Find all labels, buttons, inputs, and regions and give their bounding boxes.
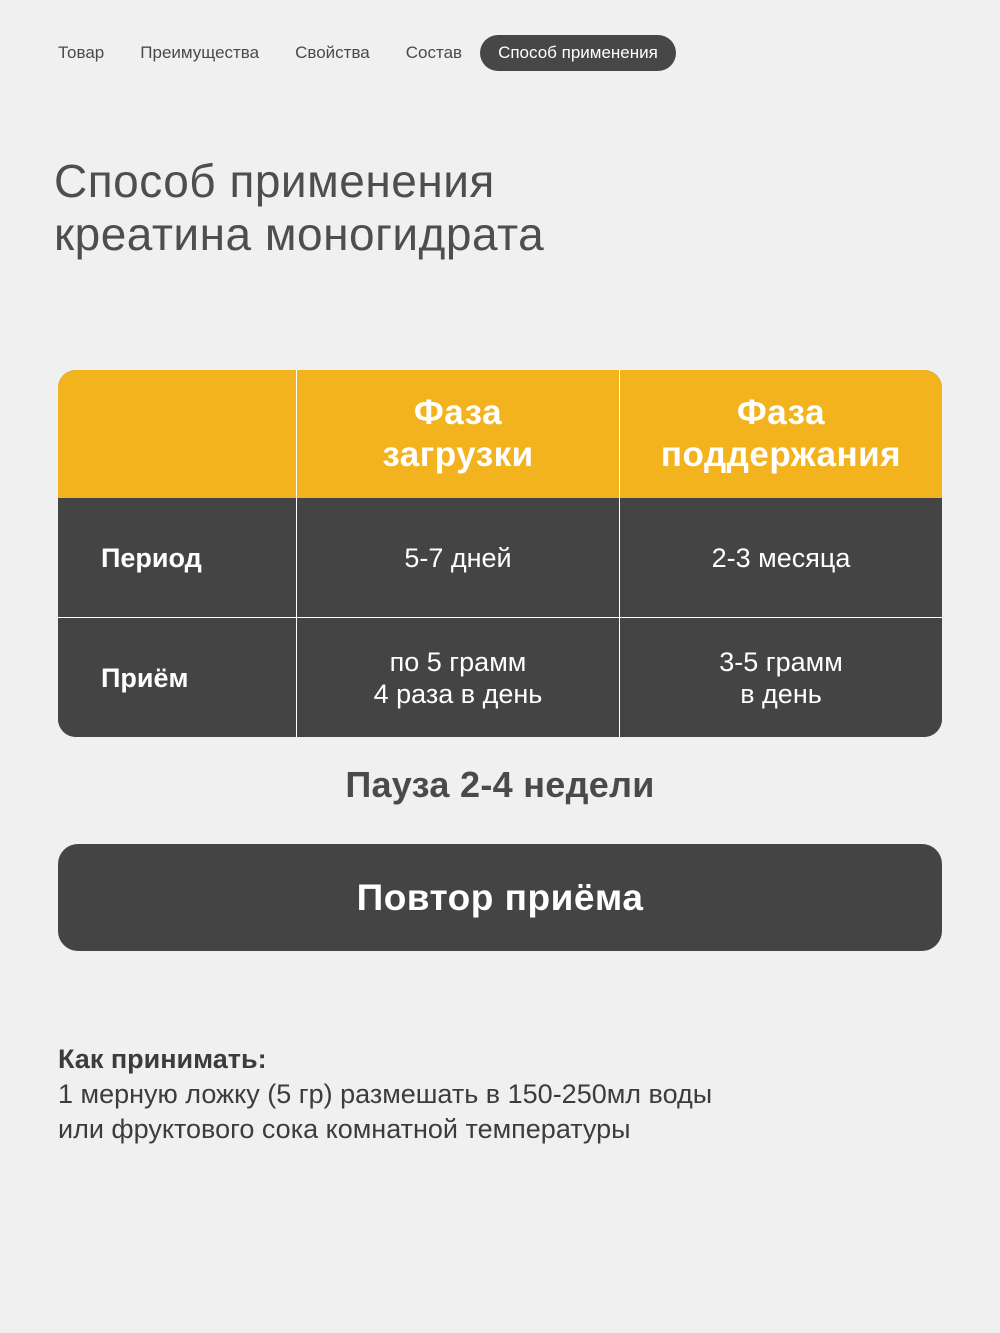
table-header-empty	[58, 370, 296, 498]
repeat-intake-label: Повтор приёма	[356, 876, 644, 918]
header-loading-line-2: загрузки	[382, 435, 534, 474]
nav-item-product[interactable]: Товар	[58, 43, 105, 62]
howto-section	[58, 1042, 712, 1147]
cell-period-loading	[296, 498, 619, 617]
cell-intake-maintenance-line-1: 3-5 грамм	[719, 646, 843, 677]
dosage-table	[58, 370, 942, 737]
cell-intake-maintenance-line-2: в день	[740, 678, 822, 709]
nav-item-properties[interactable]: Свойства	[295, 43, 370, 62]
cell-period-maintenance	[619, 498, 942, 617]
page-title-line-1: Способ применения	[54, 155, 495, 207]
section-nav	[40, 35, 676, 71]
table-header-maintenance-phase	[619, 370, 942, 498]
row-label-intake: Приём	[58, 617, 296, 737]
howto-line-2: или фруктового сока комнатной температуры	[58, 1114, 631, 1144]
cell-intake-loading	[296, 617, 619, 737]
nav-item-composition[interactable]: Состав	[405, 43, 463, 62]
cell-intake-loading-line-1: по 5 грамм	[389, 646, 527, 677]
repeat-intake-banner	[58, 844, 942, 951]
cell-intake-loading-line-2: 4 раза в день	[373, 678, 543, 709]
cell-period-maintenance-text: 2-3 месяца	[711, 542, 851, 573]
howto-title: Как принимать:	[58, 1044, 267, 1074]
page-title	[54, 155, 544, 261]
pause-text: Пауза 2-4 недели	[345, 764, 655, 805]
table-header-loading-phase	[296, 370, 619, 498]
page-title-line-2: креатина моногидрата	[54, 208, 545, 260]
nav-item-usage[interactable]: Способ применения	[480, 35, 676, 71]
nav-item-benefits[interactable]: Преимущества	[140, 43, 260, 62]
header-maintenance-line-1: Фаза	[736, 393, 826, 432]
cell-period-loading-text: 5-7 дней	[404, 542, 512, 573]
header-maintenance-line-2: поддержания	[660, 435, 902, 474]
header-loading-line-1: Фаза	[413, 393, 503, 432]
howto-line-1: 1 мерную ложку (5 гр) размешать в 150-250мл воды	[58, 1079, 713, 1109]
row-label-period: Период	[58, 498, 296, 617]
cell-intake-maintenance	[619, 617, 942, 737]
